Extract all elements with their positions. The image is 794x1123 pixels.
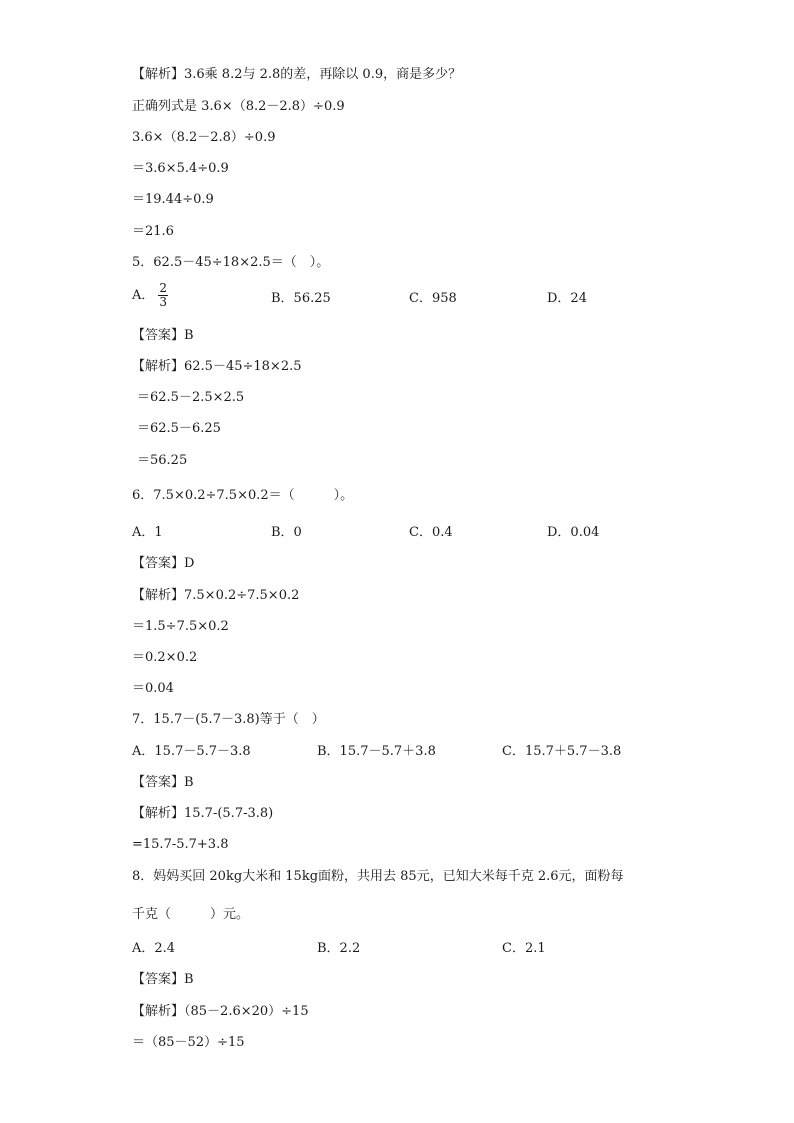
fraction-denominator: 3	[159, 295, 168, 309]
question-8-step: ＝（85－52）÷15	[132, 1035, 245, 1050]
fraction	[158, 282, 168, 309]
option-a-label: A．	[132, 288, 155, 303]
question-7-answer: 【答案】B	[132, 775, 194, 790]
question-5-step: ＝56.25	[137, 453, 188, 468]
q4-formula-intro: 正确列式是 3.6×（8.2－2.8）÷0.9	[132, 99, 345, 114]
question-5-step: ＝62.5－6.25	[137, 421, 221, 436]
question-5-step: ＝62.5－2.5×2.5	[137, 390, 245, 405]
question-8-analysis: 【解析】（85－2.6×20）÷15	[132, 1004, 309, 1019]
question-8-answer: 【答案】B	[132, 972, 194, 987]
question-5-option-c: C．958	[409, 291, 457, 306]
question-6-step: ＝0.04	[132, 681, 174, 696]
question-5-analysis: 【解析】62.5－45÷18×2.5	[132, 359, 302, 374]
fraction-numerator: 2	[159, 281, 168, 295]
q4-step: ＝19.44÷0.9	[132, 192, 214, 207]
question-5-answer: 【答案】B	[132, 328, 194, 343]
question-6-step: ＝0.2×0.2	[132, 650, 198, 665]
question-7-analysis: 【解析】15.7-(5.7-3.8)	[132, 806, 274, 821]
question-7-stem: 7．15.7－(5.7－3.8)等于（ ）	[132, 712, 325, 727]
q4-step: ＝3.6×5.4÷0.9	[132, 161, 229, 176]
question-6-option-c: C．0.4	[409, 525, 453, 540]
question-8-stem-continued: 千克（ ）元。	[132, 907, 250, 922]
question-8-option-a: A．2.4	[132, 941, 176, 956]
q4-step: 3.6×（8.2－2.8）÷0.9	[132, 130, 276, 145]
question-6-answer: 【答案】D	[132, 556, 195, 571]
question-6-option-d: D．0.04	[547, 525, 600, 540]
question-5-option-b: B．56.25	[271, 291, 331, 306]
q4-step: ＝21.6	[132, 224, 174, 239]
question-5-option-a	[132, 282, 168, 309]
question-8-option-c: C．2.1	[502, 941, 546, 956]
question-6-stem: 6．7.5×0.2÷7.5×0.2＝（ ）。	[132, 488, 354, 503]
question-7-option-a: A．15.7－5.7－3.8	[132, 744, 251, 759]
question-5-stem: 5．62.5－45÷18×2.5＝（ ）。	[132, 255, 330, 270]
question-8-option-b: B．2.2	[317, 941, 361, 956]
question-6-option-b: B．0	[271, 525, 302, 540]
q4-analysis-text: 【解析】3.6乘 8.2与 2.8的差，再除以 0.9，商是多少？	[132, 67, 462, 82]
question-5-option-d: D．24	[547, 291, 587, 306]
question-7-step: =15.7-5.7+3.8	[132, 837, 229, 852]
question-6-analysis: 【解析】7.5×0.2÷7.5×0.2	[132, 588, 300, 603]
question-7-option-b: B．15.7－5.7＋3.8	[317, 744, 436, 759]
question-7-option-c: C．15.7＋5.7－3.8	[502, 744, 622, 759]
question-6-step: ＝1.5÷7.5×0.2	[132, 619, 229, 634]
question-8-stem: 8．妈妈买回 20kg大米和 15kg面粉，共用去 85元，已知大米每千克 2.6元，面粉每	[132, 869, 624, 884]
question-6-option-a: A．1	[132, 525, 163, 540]
